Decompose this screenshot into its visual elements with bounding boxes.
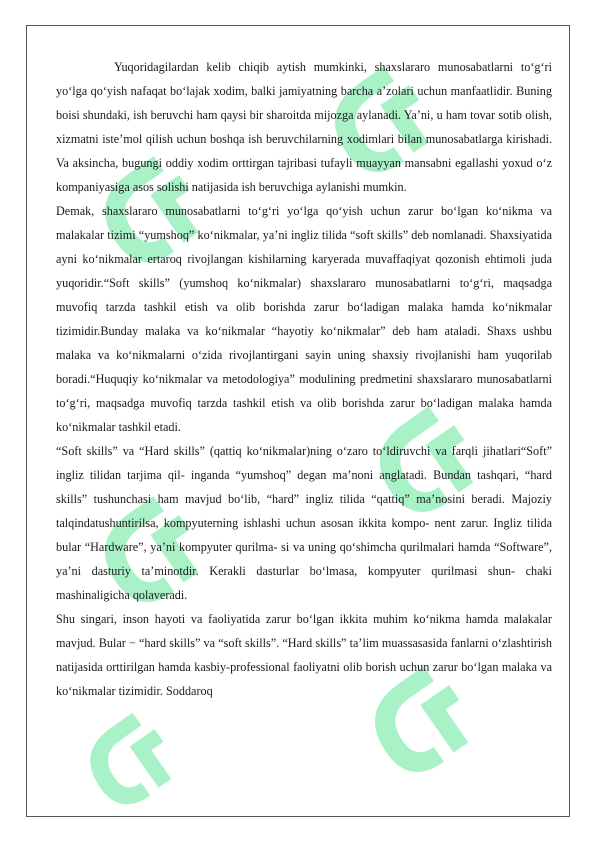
paragraph-4: Shu singari, inson hayoti va faoliyatida zarur bo‘lgan ikkita muhim ko‘nikma hamda malakalar mavjud. Bular − “hard skills” va “soft skills”. “Hard skills” ta’lim muassasasida fanlarni o‘zlashtirish natijasida orttirilgan hamda kasbiy-professional faoliyatni olib borish uchun zarur bo‘lgan malaka va ko‘nikmalar tizimidir. Soddaroq [56, 612, 552, 698]
paragraph-3: “Soft skills” va “Hard skills” (qattiq ko‘nikmalar)ning o‘zaro to‘ldiruvchi va farqli jihatlari“Soft” ingliz tilidan tarjima qil- inganda “yumshoq” degan ma’noni anglatadi. Bundan tashqari, “hard skills” tushunchasi ham mavjud bo‘lib, “hard” ingliz tilida “qattiq” ma’nosini beradi. Majoziy talqindatushuntirilsa, kompyuterning ishlashi uchun asosan ikkita kompo- nent zarur. Ingliz tilida bular “Hardware”, ya’ni kompyuter qurilma- si va uning qo‘shimcha qurilmalari hamda “Software”, ya’ni dasturiy ta’minotdir. Kerakli dasturlar bo‘lmasa, kompyuter qurilmasi shun- chaki mashinaligicha qolaveradi. [56, 444, 552, 602]
paragraph-2: Demak, shaxslararo munosabatlarni to‘g‘ri yo‘lga qo‘yish uchun zarur bo‘lgan ko‘nikma va malakalar tizimi “yumshoq” ko‘nikmalar, ya’ni ingliz tilida “soft skills” deb nomlanadi. Shaxsiyatida ayni ko‘nikmalar ertaroq rivojlangan kishilarning karyerada muvaffaqiyat qozonish ehtimoli juda yuqoridir.“Soft skills” (yumshoq ko‘nikmalar) shaxslararo munosabatlarni to‘g‘ri, maqsadga muvofiq tarzda tashkil etish va olib borishda zarur bo‘ladigan malaka hamda ko‘nikmalar tizimidir.Bunday malaka va ko‘nikmalar “hayotiy ko‘nikmalar” deb ham ataladi. Shaxs ushbu malaka va ko‘nikmalarni o‘zida rivojlantirgani sayin uning shaxsiy rivojlanishi ham yuqorilab boradi.“Huquqiy ko‘nikmalar va metodologiya” modulining predmetini shaxslararo munosabatlarni to‘g‘ri, maqsadga muvofiq tarzda tashkil etish va olib borishda zarur bo‘ladigan malaka hamda ko‘nikmalar tashkil etadi. [56, 204, 552, 434]
paragraph-1: Yuqoridagilardan kelib chiqib aytish mumkinki, shaxslararo munosabatlarni to‘g‘ri yo‘lga qo‘yish nafaqat bo‘lajak xodim, balki jamiyatning barcha a’zolari uchun manfaatlidir. Buning boisi shundaki, ish beruvchi ham qaysi bir sharoitda mijozga aylanadi. Ya’ni, u ham tovar sotib olish, xizmatni iste’mol qilish uchun boshqa ish beruvchilarning xodimlari bilan munosabatlarga kirishadi. Va aksincha, bugungi oddiy xodim orttirgan tajribasi tufayli muayyan mansabni egallashi yoxud o‘z kompaniyasiga asos solishi natijasida ish beruvchiga aylanishi mumkin. [56, 60, 552, 194]
document-body [56, 55, 552, 703]
